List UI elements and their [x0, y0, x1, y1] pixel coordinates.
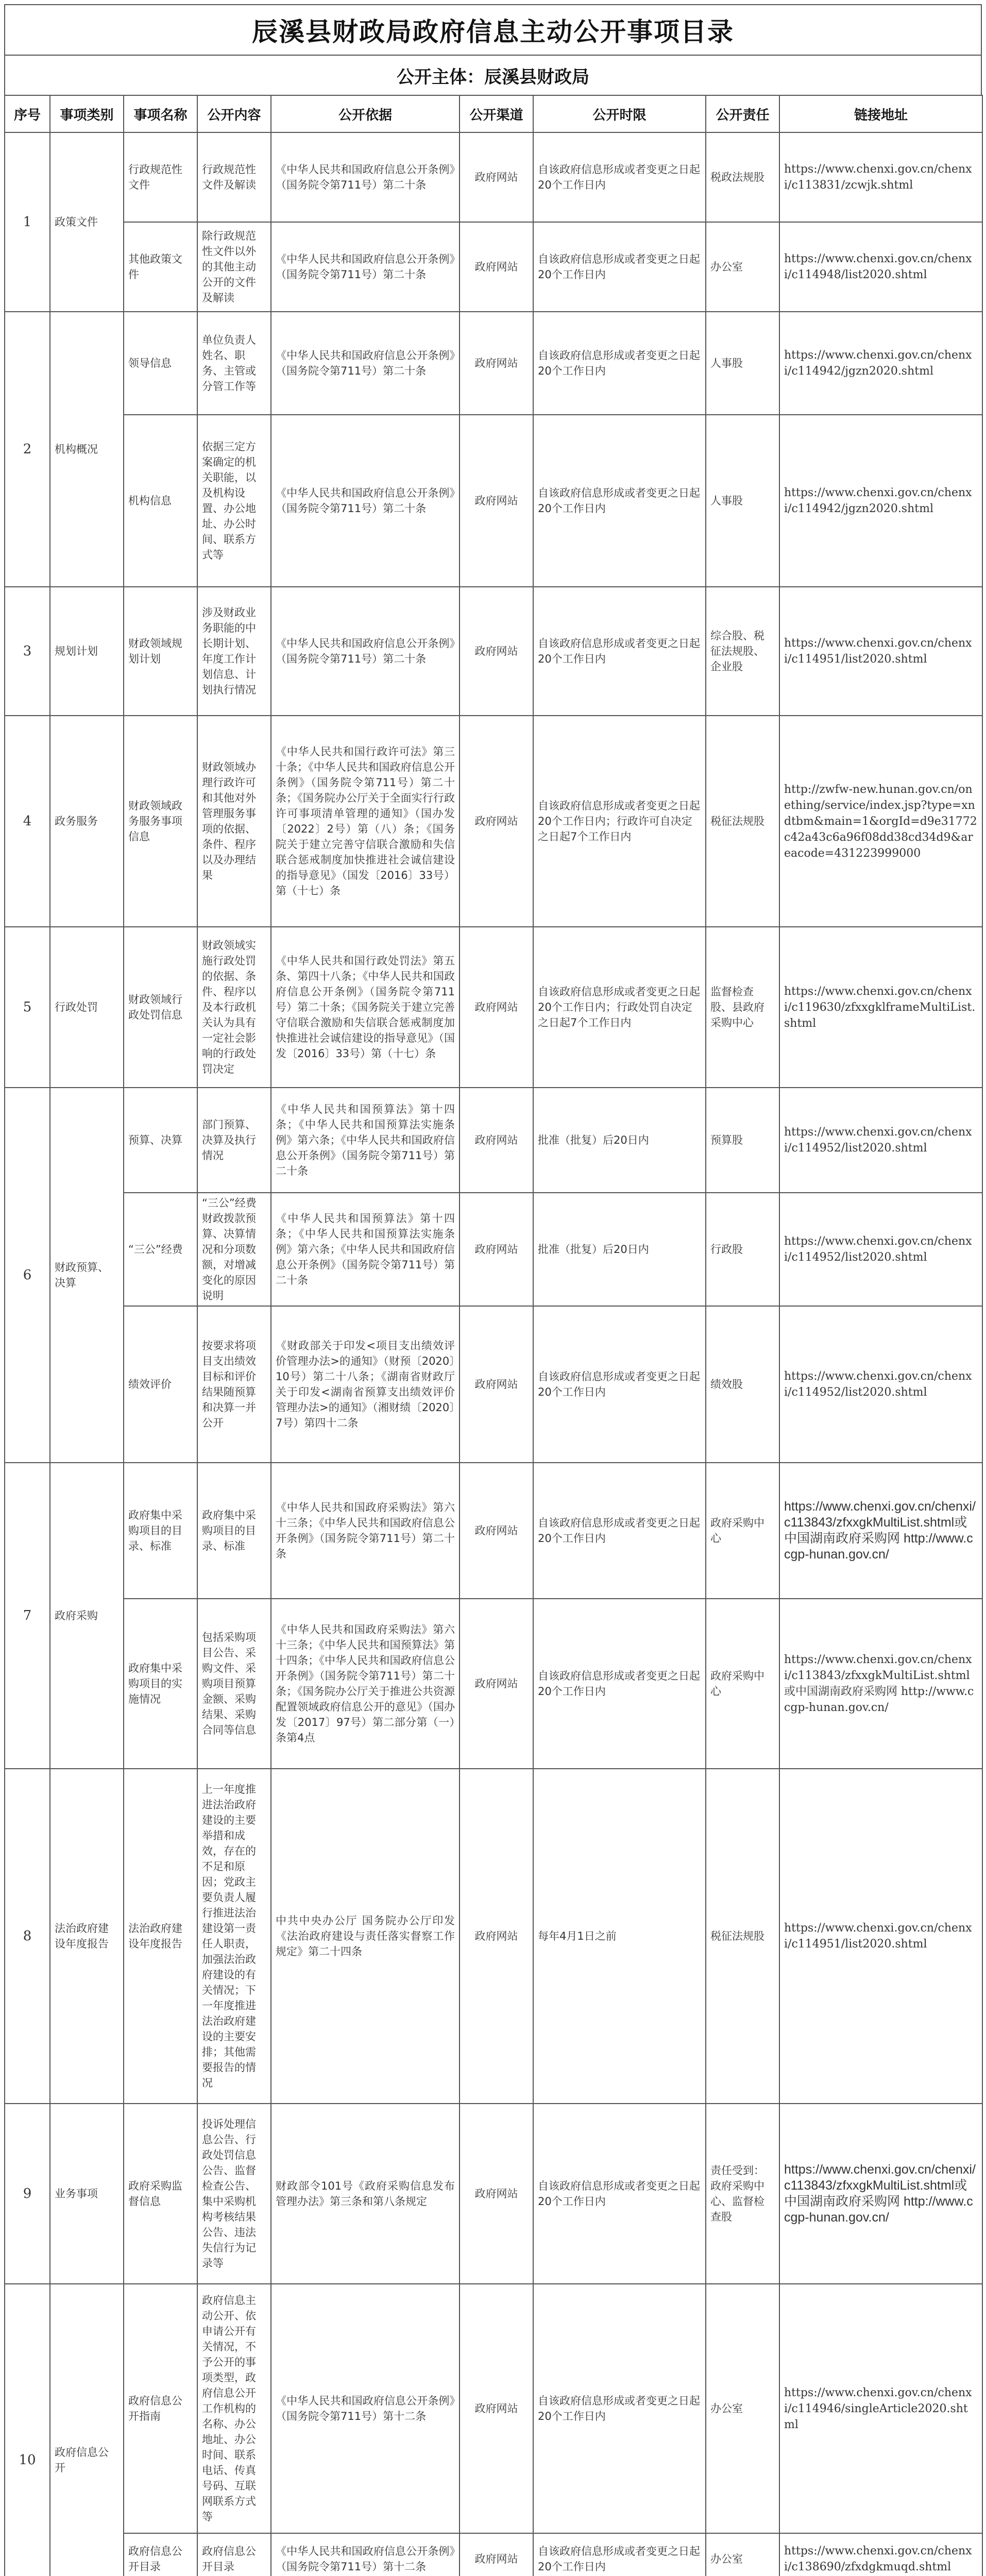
table-row	[5, 312, 982, 415]
row-responsibility: 综合股、税征法规股、企业股	[706, 587, 779, 716]
row-channel: 政府网站	[460, 222, 533, 312]
table-row	[5, 415, 982, 587]
row-basis: 《中华人民共和国预算法》第十四条；《中华人民共和国预算法实施条例》第六条；《中华人民共和国政府信息公开条例》（国务院令第711号）第二十条	[271, 1193, 460, 1306]
row-basis: 《中华人民共和国政府信息公开条例》（国务院令第711号）第二十条	[271, 132, 460, 222]
header-cell-channel: 公开渠道	[460, 95, 533, 132]
row-time-limit: 自该政府信息形成或者变更之日起20个工作日内	[533, 1306, 706, 1463]
row-item-name: 政府集中采购项目的实施情况	[124, 1599, 197, 1769]
row-content: 财政领域实施行政处罚的依据、条件、程序以及本行政机关认为具有一定社会影响的行政处罚决定	[197, 927, 271, 1088]
row-content: 包括采购项目公告、采购文件、采购项目预算金额、采购结果、采购合同等信息	[197, 1599, 271, 1769]
row-category: 行政处罚	[50, 927, 124, 1088]
catalog-sheet	[0, 4, 986, 2576]
row-item-name: 财政领域行政处罚信息	[124, 927, 197, 1088]
table-row	[5, 587, 982, 716]
row-item-name: 绩效评价	[124, 1306, 197, 1463]
row-content: 部门预算、决算及执行情况	[197, 1088, 271, 1193]
row-item-name: 其他政策文件	[124, 222, 197, 312]
row-link[interactable]: https://www.chenxi.gov.cn/chenxi/c114952/list2020.shtml	[779, 1088, 982, 1193]
row-content: 上一年度推进法治政府建设的主要举措和成效，存在的不足和原因；党政主要负责人履行推进法治建设第一责任人职责，加强法治政府建设的有关情况；下一年度推进法治政府建设的主要安排；其他需要报告的情况	[197, 1769, 271, 2104]
table-row	[5, 716, 982, 927]
row-item-name: “三公”经费	[124, 1193, 197, 1306]
header-cell-basis: 公开依据	[271, 95, 460, 132]
row-link[interactable]: https://www.chenxi.gov.cn/chenxi/c114942/jgzn2020.shtml	[779, 415, 982, 587]
row-time-limit: 批准（批复）后20日内	[533, 1193, 706, 1306]
row-link[interactable]: https://www.chenxi.gov.cn/chenxi/c113843/zfxxgkMultiList.shtml或中国湖南政府采购网 http://www.ccgp-hunan.gov.cn/	[779, 2104, 982, 2284]
page-title: 辰溪县财政局政府信息主动公开事项目录	[4, 4, 982, 55]
header-cell-no: 序号	[5, 95, 50, 132]
row-responsibility: 人事股	[706, 415, 779, 587]
table-row	[5, 1193, 982, 1306]
row-content: 单位负责人姓名、职务、主管或分管工作等	[197, 312, 271, 415]
row-channel: 政府网站	[460, 927, 533, 1088]
row-link[interactable]: https://www.chenxi.gov.cn/chenxi/c114942/jgzn2020.shtml	[779, 312, 982, 415]
row-basis: 《中华人民共和国行政处罚法》第五条、第四十八条；《中华人民共和国政府信息公开条例》（国务院令第711号）第二十条；《国务院关于建立完善守信联合激励和失信联合惩戒制度加快推进社会诚信建设的指导意见》（国发〔2016〕33号）第（十七）条	[271, 927, 460, 1088]
row-channel: 政府网站	[460, 2104, 533, 2284]
row-channel: 政府网站	[460, 1088, 533, 1193]
row-item-name: 财政领域规划计划	[124, 587, 197, 716]
row-basis: 《中华人民共和国政府信息公开条例》（国务院令第711号）第二十条	[271, 312, 460, 415]
row-channel: 政府网站	[460, 716, 533, 927]
row-time-limit: 自该政府信息形成或者变更之日起20个工作日内	[533, 2104, 706, 2284]
row-channel: 政府网站	[460, 1463, 533, 1599]
table-row	[5, 222, 982, 312]
row-responsibility: 监督检查股、县政府采购中心	[706, 927, 779, 1088]
row-basis: 《中华人民共和国行政许可法》第三十条；《中华人民共和国政府信息公开条例》（国务院令第711号）第二十条；《国务院办公厅关于全面实行行政许可事项清单管理的通知》（国办发〔2022〕2号）第（八）条；《国务院关于建立完善守信联合激励和失信联合惩戒制度加快推进社会诚信建设的指导意见》（国发〔2016〕33号）第（十七）条	[271, 716, 460, 927]
row-link[interactable]: https://www.chenxi.gov.cn/chenxi/c114952/list2020.shtml	[779, 1306, 982, 1463]
row-time-limit: 自该政府信息形成或者变更之日起20个工作日内	[533, 312, 706, 415]
row-basis: 财政部令101号《政府采购信息发布管理办法》第三条和第八条规定	[271, 2104, 460, 2284]
row-link[interactable]: https://www.chenxi.gov.cn/chenxi/c114951/list2020.shtml	[779, 1769, 982, 2104]
row-number: 5	[5, 927, 50, 1088]
row-time-limit: 每年4月1日之前	[533, 1769, 706, 2104]
row-responsibility: 政府采购中心	[706, 1463, 779, 1599]
row-category: 政府信息公开	[50, 2284, 124, 2576]
row-link[interactable]: https://www.chenxi.gov.cn/chenxi/c119630/zfxxgklframeMultiList.shtml	[779, 927, 982, 1088]
row-category: 机构概况	[50, 312, 124, 587]
table-row	[5, 2104, 982, 2284]
table-row	[5, 1599, 982, 1769]
header-cell-link: 链接地址	[779, 95, 982, 132]
row-link[interactable]: http://zwfw-new.hunan.gov.cn/onething/service/index.jsp?type=xndtbm&main=1&orgId=d9e31772c42a43c6a96f08dd38cd34d9&areacode=431223999000	[779, 716, 982, 927]
row-content: 政府集中采购项目的目录、标准	[197, 1463, 271, 1599]
header-cell-category: 事项类别	[50, 95, 124, 132]
row-link[interactable]: https://www.chenxi.gov.cn/chenxi/c113843/zfxxgkMultiList.shtml或中国湖南政府采购网 http://www.ccgp-hunan.gov.cn/	[779, 1599, 982, 1769]
row-channel: 政府网站	[460, 415, 533, 587]
row-link[interactable]: https://www.chenxi.gov.cn/chenxi/c114952/list2020.shtml	[779, 1193, 982, 1306]
row-link[interactable]: https://www.chenxi.gov.cn/chenxi/c114951/list2020.shtml	[779, 587, 982, 716]
row-number: 6	[5, 1088, 50, 1463]
row-responsibility: 办公室	[706, 2533, 779, 2576]
table-row	[5, 1306, 982, 1463]
row-responsibility: 税征法规股	[706, 716, 779, 927]
row-channel: 政府网站	[460, 132, 533, 222]
row-basis: 《中华人民共和国政府采购法》第六十三条；《中华人民共和国政府信息公开条例》（国务院令第711号）第二十条	[271, 1463, 460, 1599]
row-content: 除行政规范性文件以外的其他主动公开的文件及解读	[197, 222, 271, 312]
row-content: 政府信息主动公开、依申请公开有关情况，不予公开的事项类型，政府信息公开工作机构的名称、办公地址、办公时间、联系电话、传真号码、互联网联系方式等	[197, 2284, 271, 2533]
row-number: 1	[5, 132, 50, 312]
row-basis: 中共中央办公厅 国务院办公厅印发《法治政府建设与责任落实督察工作规定》第二十四条	[271, 1769, 460, 2104]
row-time-limit: 自该政府信息形成或者变更之日起20个工作日内；行政处罚自决定之日起7个工作日内	[533, 927, 706, 1088]
row-content: 财政领域办理行政许可和其他对外管理服务事项的依据、条件、程序以及办理结果	[197, 716, 271, 927]
row-category: 业务事项	[50, 2104, 124, 2284]
row-number: 9	[5, 2104, 50, 2284]
catalog-table	[4, 95, 983, 2576]
row-basis: 《中华人民共和国政府信息公开条例》（国务院令第711号）第十二条	[271, 2533, 460, 2576]
row-channel: 政府网站	[460, 1306, 533, 1463]
row-number: 10	[5, 2284, 50, 2576]
row-content: “三公”经费财政拨款预算、决算情况和分项数额，对增减变化的原因说明	[197, 1193, 271, 1306]
row-responsibility: 责任受到：政府采购中心、监督检查股	[706, 2104, 779, 2284]
row-item-name: 预算、决算	[124, 1088, 197, 1193]
row-time-limit: 自该政府信息形成或者变更之日起20个工作日内	[533, 587, 706, 716]
table-row	[5, 2533, 982, 2576]
row-time-limit: 自该政府信息形成或者变更之日起20个工作日内	[533, 2284, 706, 2533]
row-item-name: 法治政府建设年度报告	[124, 1769, 197, 2104]
row-item-name: 政府采购监督信息	[124, 2104, 197, 2284]
row-number: 4	[5, 716, 50, 927]
row-responsibility: 办公室	[706, 222, 779, 312]
row-responsibility: 绩效股	[706, 1306, 779, 1463]
row-content: 依据三定方案确定的机关职能，以及机构设置、办公地址、办公时间、联系方式等	[197, 415, 271, 587]
row-basis: 《中华人民共和国预算法》第十四条；《中华人民共和国预算法实施条例》第六条；《中华人民共和国政府信息公开条例》（国务院令第711号）第二十条	[271, 1088, 460, 1193]
table-row	[5, 2284, 982, 2533]
row-item-name: 政府信息公开指南	[124, 2284, 197, 2533]
row-basis: 《中华人民共和国政府采购法》第六十三条；《中华人民共和国预算法》第十四条；《中华人民共和国政府信息公开条例》（国务院令第711号）第二十条；《国务院办公厅关于推进公共资源配置领域政府信息公开的意见》（国办发〔2017〕97号）第二部分第（一）条第4点	[271, 1599, 460, 1769]
row-channel: 政府网站	[460, 587, 533, 716]
row-time-limit: 自该政府信息形成或者变更之日起20个工作日内	[533, 415, 706, 587]
row-responsibility: 税征法规股	[706, 1769, 779, 2104]
row-channel: 政府网站	[460, 2533, 533, 2576]
header-cell-responsibility: 公开责任	[706, 95, 779, 132]
row-link[interactable]: https://www.chenxi.gov.cn/chenxi/c114946/singleArticle2020.shtml	[779, 2284, 982, 2533]
row-time-limit: 批准（批复）后20日内	[533, 1088, 706, 1193]
row-number: 2	[5, 312, 50, 587]
row-responsibility: 办公室	[706, 2284, 779, 2533]
row-content: 行政规范性文件及解读	[197, 132, 271, 222]
row-item-name: 机构信息	[124, 415, 197, 587]
row-category: 政策文件	[50, 132, 124, 312]
row-channel: 政府网站	[460, 2284, 533, 2533]
row-content: 按要求将项目支出绩效目标和评价结果随预算和决算一并公开	[197, 1306, 271, 1463]
row-responsibility: 人事股	[706, 312, 779, 415]
row-time-limit: 自该政府信息形成或者变更之日起20个工作日内	[533, 222, 706, 312]
row-content: 涉及财政业务职能的中长期计划、年度工作计划信息、计划执行情况	[197, 587, 271, 716]
row-category: 规划计划	[50, 587, 124, 716]
row-item-name: 政府信息公开目录	[124, 2533, 197, 2576]
row-channel: 政府网站	[460, 1599, 533, 1769]
row-time-limit: 自该政府信息形成或者变更之日起20个工作日内	[533, 132, 706, 222]
header-cell-time: 公开时限	[533, 95, 706, 132]
row-link[interactable]: https://www.chenxi.gov.cn/chenxi/c114948/list2020.shtml	[779, 222, 982, 312]
row-item-name: 行政规范性文件	[124, 132, 197, 222]
row-basis: 《中华人民共和国政府信息公开条例》（国务院令第711号）第二十条	[271, 222, 460, 312]
row-time-limit: 自该政府信息形成或者变更之日起20个工作日内	[533, 1463, 706, 1599]
row-basis: 《中华人民共和国政府信息公开条例》（国务院令第711号）第二十条	[271, 587, 460, 716]
row-category: 法治政府建设年度报告	[50, 1769, 124, 2104]
row-responsibility: 政府采购中心	[706, 1599, 779, 1769]
page-subtitle: 公开主体：辰溪县财政局	[4, 55, 982, 95]
row-basis: 《中华人民共和国政府信息公开条例》（国务院令第711号）第十二条	[271, 2284, 460, 2533]
table-header-row	[5, 95, 982, 132]
row-item-name: 领导信息	[124, 312, 197, 415]
row-item-name: 财政领域政务服务事项信息	[124, 716, 197, 927]
row-content: 政府信息公开目录	[197, 2533, 271, 2576]
row-item-name: 政府集中采购项目的目录、标准	[124, 1463, 197, 1599]
table-row	[5, 1463, 982, 1599]
row-responsibility: 预算股	[706, 1088, 779, 1193]
row-link[interactable]: https://www.chenxi.gov.cn/chenxi/c113843/zfxxgkMultiList.shtml或中国湖南政府采购网 http://www.ccgp-hunan.gov.cn/	[779, 1463, 982, 1599]
row-number: 7	[5, 1463, 50, 1769]
row-link[interactable]: https://www.chenxi.gov.cn/chenxi/c138690/zfxdgkmuqd.shtml	[779, 2533, 982, 2576]
row-channel: 政府网站	[460, 1193, 533, 1306]
row-number: 8	[5, 1769, 50, 2104]
row-number: 3	[5, 587, 50, 716]
row-link[interactable]: https://www.chenxi.gov.cn/chenxi/c113831/zcwjk.shtml	[779, 132, 982, 222]
row-time-limit: 自该政府信息形成或者变更之日起20个工作日内	[533, 2533, 706, 2576]
header-cell-content: 公开内容	[197, 95, 271, 132]
row-category: 政府采购	[50, 1463, 124, 1769]
table-row	[5, 1769, 982, 2104]
row-time-limit: 自该政府信息形成或者变更之日起20个工作日内；行政许可自决定之日起7个工作日内	[533, 716, 706, 927]
row-time-limit: 自该政府信息形成或者变更之日起20个工作日内	[533, 1599, 706, 1769]
row-content: 投诉处理信息公告、行政处罚信息公告、监督检查公告、集中采购机构考核结果公告、违法失信行为记录等	[197, 2104, 271, 2284]
row-channel: 政府网站	[460, 1769, 533, 2104]
row-category: 财政预算、决算	[50, 1088, 124, 1463]
row-channel: 政府网站	[460, 312, 533, 415]
header-cell-name: 事项名称	[124, 95, 197, 132]
table-row	[5, 1088, 982, 1193]
row-responsibility: 行政股	[706, 1193, 779, 1306]
row-responsibility: 税政法规股	[706, 132, 779, 222]
row-basis: 《中华人民共和国政府信息公开条例》（国务院令第711号）第二十条	[271, 415, 460, 587]
row-category: 政务服务	[50, 716, 124, 927]
table-row	[5, 927, 982, 1088]
table-row	[5, 132, 982, 222]
row-basis: 《财政部关于印发<项目支出绩效评价管理办法>的通知》（财预〔2020〕10号）第二十八条；《湖南省财政厅关于印发<湖南省预算支出绩效评价管理办法>的通知》（湘财绩〔2020〕7号）第四十二条	[271, 1306, 460, 1463]
